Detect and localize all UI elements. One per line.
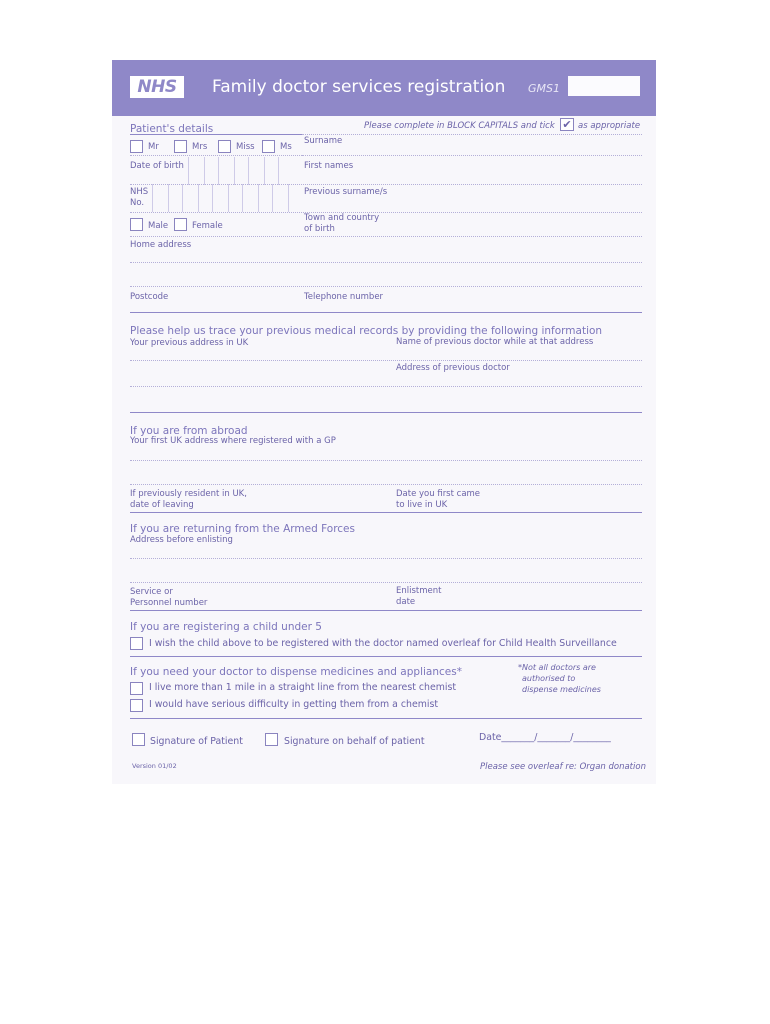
title-miss-checkbox[interactable] bbox=[218, 140, 231, 153]
nhs-no-cell bbox=[272, 184, 273, 212]
enlistment-date-label-2: date bbox=[396, 597, 416, 607]
nhs-no-cell bbox=[182, 184, 183, 212]
dob-cell bbox=[218, 157, 219, 185]
section-rule bbox=[130, 718, 642, 719]
nhs-no-cell bbox=[242, 184, 243, 212]
overleaf-note: Please see overleaf re: Organ donation bbox=[480, 762, 646, 772]
home-address-field-2[interactable] bbox=[130, 286, 642, 287]
surname-field[interactable] bbox=[302, 155, 642, 156]
home-address-label: Home address bbox=[130, 240, 192, 250]
first-uk-address-field[interactable] bbox=[130, 460, 642, 461]
first-uk-address-field-2[interactable] bbox=[130, 484, 642, 485]
home-address-field[interactable] bbox=[130, 262, 642, 263]
doctor-address-label: Address of previous doctor bbox=[396, 363, 510, 373]
signature-behalf-checkbox[interactable] bbox=[265, 733, 278, 746]
address-before-enlisting-label: Address before enlisting bbox=[130, 535, 233, 545]
dob-cell bbox=[204, 157, 205, 185]
previous-doctor-label: Name of previous doctor while at that address bbox=[396, 337, 594, 347]
nhs-no-label: NHS bbox=[130, 187, 149, 197]
form-code: GMS1 bbox=[528, 82, 560, 95]
signature-behalf-label: Signature on behalf of patient bbox=[284, 736, 425, 747]
nhs-no-cell bbox=[288, 184, 289, 212]
female-checkbox[interactable] bbox=[174, 218, 187, 231]
title-ms-checkbox[interactable] bbox=[262, 140, 275, 153]
divider bbox=[130, 155, 302, 156]
dispense-note-3: dispense medicines bbox=[522, 685, 601, 694]
child-surveillance-checkbox[interactable] bbox=[130, 637, 143, 650]
child-heading: If you are registering a child under 5 bbox=[130, 621, 322, 633]
first-names-label: First names bbox=[304, 161, 354, 171]
dob-cell bbox=[248, 157, 249, 185]
form-title: Family doctor services registration bbox=[212, 77, 506, 97]
nhs-no-cell bbox=[152, 184, 153, 212]
town-of-birth-label: Town and country bbox=[304, 213, 380, 223]
telephone-label: Telephone number bbox=[304, 292, 384, 302]
male-label: Male bbox=[148, 221, 169, 231]
address-before-enlisting-field[interactable] bbox=[130, 558, 642, 559]
nhs-no-cell bbox=[228, 184, 229, 212]
section-rule bbox=[130, 656, 642, 657]
dispense-difficulty-checkbox[interactable] bbox=[130, 699, 143, 712]
service-number-label-2: Personnel number bbox=[130, 598, 208, 608]
town-of-birth-label-2: of birth bbox=[304, 224, 335, 234]
divider bbox=[302, 134, 642, 135]
instruction-text-end: as appropriate bbox=[578, 121, 641, 131]
form-code-box[interactable] bbox=[568, 76, 640, 96]
dob-cell bbox=[264, 157, 265, 185]
form-header bbox=[112, 60, 656, 116]
section-rule bbox=[130, 312, 642, 313]
previous-surnames-field[interactable] bbox=[130, 212, 642, 213]
enlistment-date-label: Enlistment bbox=[396, 586, 442, 596]
previous-address-field[interactable] bbox=[130, 360, 642, 361]
dispense-heading: If you need your doctor to dispense medicines and appliances* bbox=[130, 666, 462, 678]
dob-cell bbox=[278, 157, 279, 185]
dispense-note: *Not all doctors are bbox=[518, 663, 596, 672]
dispense-difficulty-label: I would have serious difficulty in getting them from a chemist bbox=[149, 699, 439, 710]
dispense-distance-label: I live more than 1 mile in a straight line from the nearest chemist bbox=[149, 682, 457, 693]
title-mr-checkbox[interactable] bbox=[130, 140, 143, 153]
previous-address-label: Your previous address in UK bbox=[130, 338, 249, 348]
previous-address-field-2[interactable] bbox=[130, 386, 642, 387]
dispense-distance-checkbox[interactable] bbox=[130, 682, 143, 695]
child-surveillance-label: I wish the child above to be registered with the doctor named overleaf for Child Health Surveillance bbox=[149, 638, 617, 649]
postcode-label: Postcode bbox=[130, 292, 169, 302]
title-miss-label: Miss bbox=[236, 142, 255, 152]
signature-patient-label: Signature of Patient bbox=[150, 736, 243, 747]
first-names-field[interactable] bbox=[130, 184, 642, 185]
nhs-no-cell bbox=[198, 184, 199, 212]
dispense-note-2: authorised to bbox=[522, 674, 576, 683]
nhs-no-cell bbox=[258, 184, 259, 212]
first-uk-address-label: Your first UK address where registered with a GP bbox=[130, 436, 336, 446]
female-label: Female bbox=[192, 221, 223, 231]
nhs-no-label-2: No. bbox=[130, 198, 145, 208]
title-mrs-checkbox[interactable] bbox=[174, 140, 187, 153]
section-rule bbox=[130, 610, 642, 611]
service-number-label: Service or bbox=[130, 587, 173, 597]
male-checkbox[interactable] bbox=[130, 218, 143, 231]
section-rule bbox=[130, 134, 302, 135]
came-to-uk-label-2: to live in UK bbox=[396, 500, 448, 510]
section-rule bbox=[130, 512, 642, 513]
section-rule bbox=[130, 412, 642, 413]
title-ms-label: Ms bbox=[280, 142, 292, 152]
dob-cell bbox=[234, 157, 235, 185]
nhs-no-cell bbox=[168, 184, 169, 212]
resident-label-2: date of leaving bbox=[130, 500, 194, 510]
resident-label: If previously resident in UK, bbox=[130, 489, 247, 499]
came-to-uk-label: Date you first came bbox=[396, 489, 481, 499]
instruction-text: Please complete in BLOCK CAPITALS and tick bbox=[364, 121, 555, 131]
tick-example-icon: ✔ bbox=[560, 118, 574, 131]
armed-forces-heading: If you are returning from the Armed Forces bbox=[130, 523, 355, 535]
dob-label: Date of birth bbox=[130, 161, 184, 171]
version-label: Version 01/02 bbox=[132, 762, 177, 770]
signature-patient-checkbox[interactable] bbox=[132, 733, 145, 746]
address-before-enlisting-field-2[interactable] bbox=[130, 582, 642, 583]
previous-surnames-label: Previous surname/s bbox=[304, 187, 388, 197]
title-mrs-label: Mrs bbox=[192, 142, 208, 152]
signature-date-field[interactable]: Date_______/_______/________ bbox=[479, 732, 611, 743]
patient-details-heading: Patient's details bbox=[130, 123, 214, 135]
trace-heading: Please help us trace your previous medical records by providing the following information bbox=[130, 325, 603, 337]
dob-cell bbox=[188, 157, 189, 185]
nhs-logo: NHS bbox=[130, 76, 184, 98]
gms1-form bbox=[112, 60, 656, 784]
surname-label: Surname bbox=[304, 136, 343, 146]
nhs-no-cell bbox=[212, 184, 213, 212]
town-of-birth-field[interactable] bbox=[130, 236, 642, 237]
abroad-heading: If you are from abroad bbox=[130, 425, 248, 437]
title-mr-label: Mr bbox=[148, 142, 159, 152]
